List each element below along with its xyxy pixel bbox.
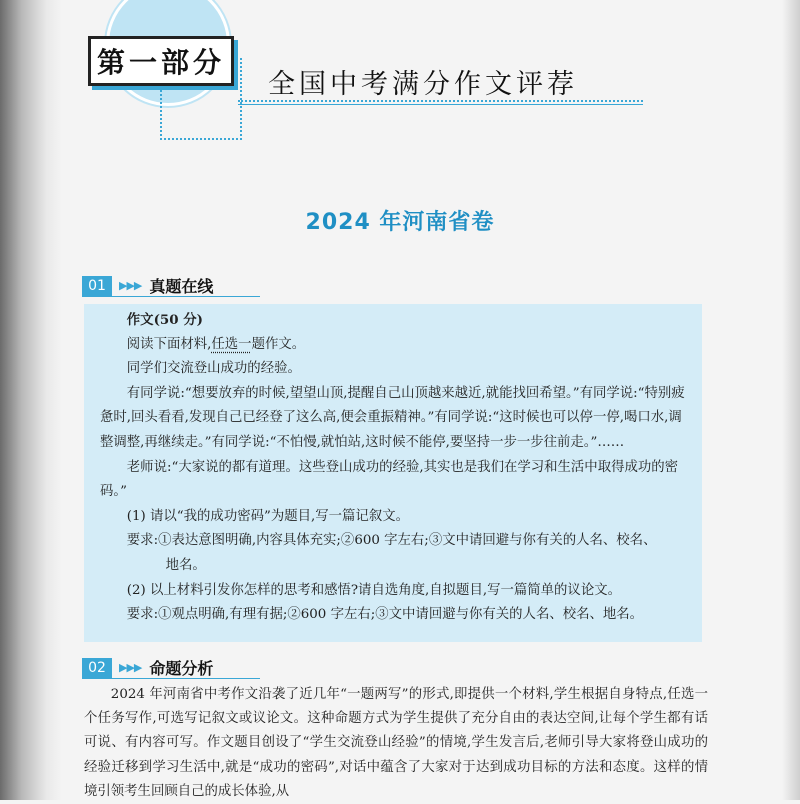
section-underline: [82, 296, 260, 297]
section-underline: [82, 678, 260, 679]
material-paragraph: 同学们交流登山成功的经验。: [126, 361, 301, 377]
material-paragraph: 有同学说:“想要放弃的时候,望望山顶,提醒自己山顶越来越近,就能找回希望。”有同学说:“特别疲惫时,回头看看,发现自己已经登了这么高,便会重振精神。”有同学说:“这时候也可以停一停,喝口水,调整调整,再继续走。”有同学说:“不怕慢,就怕站,这时候不能停,要坚持一步一步往前走。”……: [100, 385, 685, 450]
question-instruction: 阅读下面材料,任选一题作文。: [126, 336, 306, 352]
header-solid-rule: [238, 104, 643, 105]
task-1-requirements: 要求:①表达意图明确,内容具体充实;②600 字左右;③文中请回避与你有关的人名、校名、: [126, 533, 657, 549]
question-box: [84, 304, 702, 642]
question-heading: 作文(50 分): [126, 312, 203, 328]
task-1-requirements-cont: 地名。: [165, 557, 206, 573]
analysis-body: [84, 683, 708, 804]
section-header-01: [82, 274, 213, 297]
page-edge-shadow: [782, 0, 800, 800]
book-spine-shadow: [0, 0, 62, 800]
triple-arrow-icon: ▶▶▶: [119, 661, 142, 674]
header-dotted-rule: [238, 100, 643, 102]
section-number: 01: [82, 276, 112, 296]
section-number: 02: [82, 658, 112, 678]
section-title: 真题在线: [149, 277, 214, 296]
part-label-box: [88, 36, 234, 86]
triple-arrow-icon: ▶▶▶: [119, 279, 142, 292]
task-2-requirements: 要求:①观点明确,有理有据;②600 字左右;③文中请回避与你有关的人名、校名、地名。: [126, 607, 644, 623]
part-title: 全国中考满分作文评荐: [268, 69, 578, 100]
analysis-paragraph: 2024 年河南省中考作文沿袭了近几年“一题两写”的形式,即提供一个材料,学生根据自身特点,任选一个任务写作,可选写记叙文或议论文。这种命题方式为学生提供了充分自由的表达空间,让每个学生都有话可说、有内容可写。作文题目创设了“学生交流登山经验”的情境,学生发言后,老师引导大家将登山成功的经验迁移到学习生活中,就是“成功的密码”,对话中蕴含了大家对于达到成功目标的方法和态度。这样的情境引领考生回顾自己的成长体验,从: [84, 687, 708, 799]
part-label: 第一部分: [96, 46, 225, 79]
emphasis-text: 任选一: [211, 336, 252, 352]
exam-title: 2024 年河南省卷: [305, 210, 495, 235]
section-header-02: [82, 656, 213, 679]
section-title: 命题分析: [149, 659, 214, 678]
task-1: (1) 请以“我的成功密码”为题目,写一篇记叙文。: [126, 508, 409, 524]
material-paragraph: 老师说:“大家说的都有道理。这些登山成功的经验,其实也是我们在学习和生活中取得成功的密码。”: [100, 459, 679, 500]
task-2: (2) 以上材料引发你怎样的思考和感悟?请自选角度,自拟题目,写一篇简单的议论文。: [126, 582, 621, 598]
